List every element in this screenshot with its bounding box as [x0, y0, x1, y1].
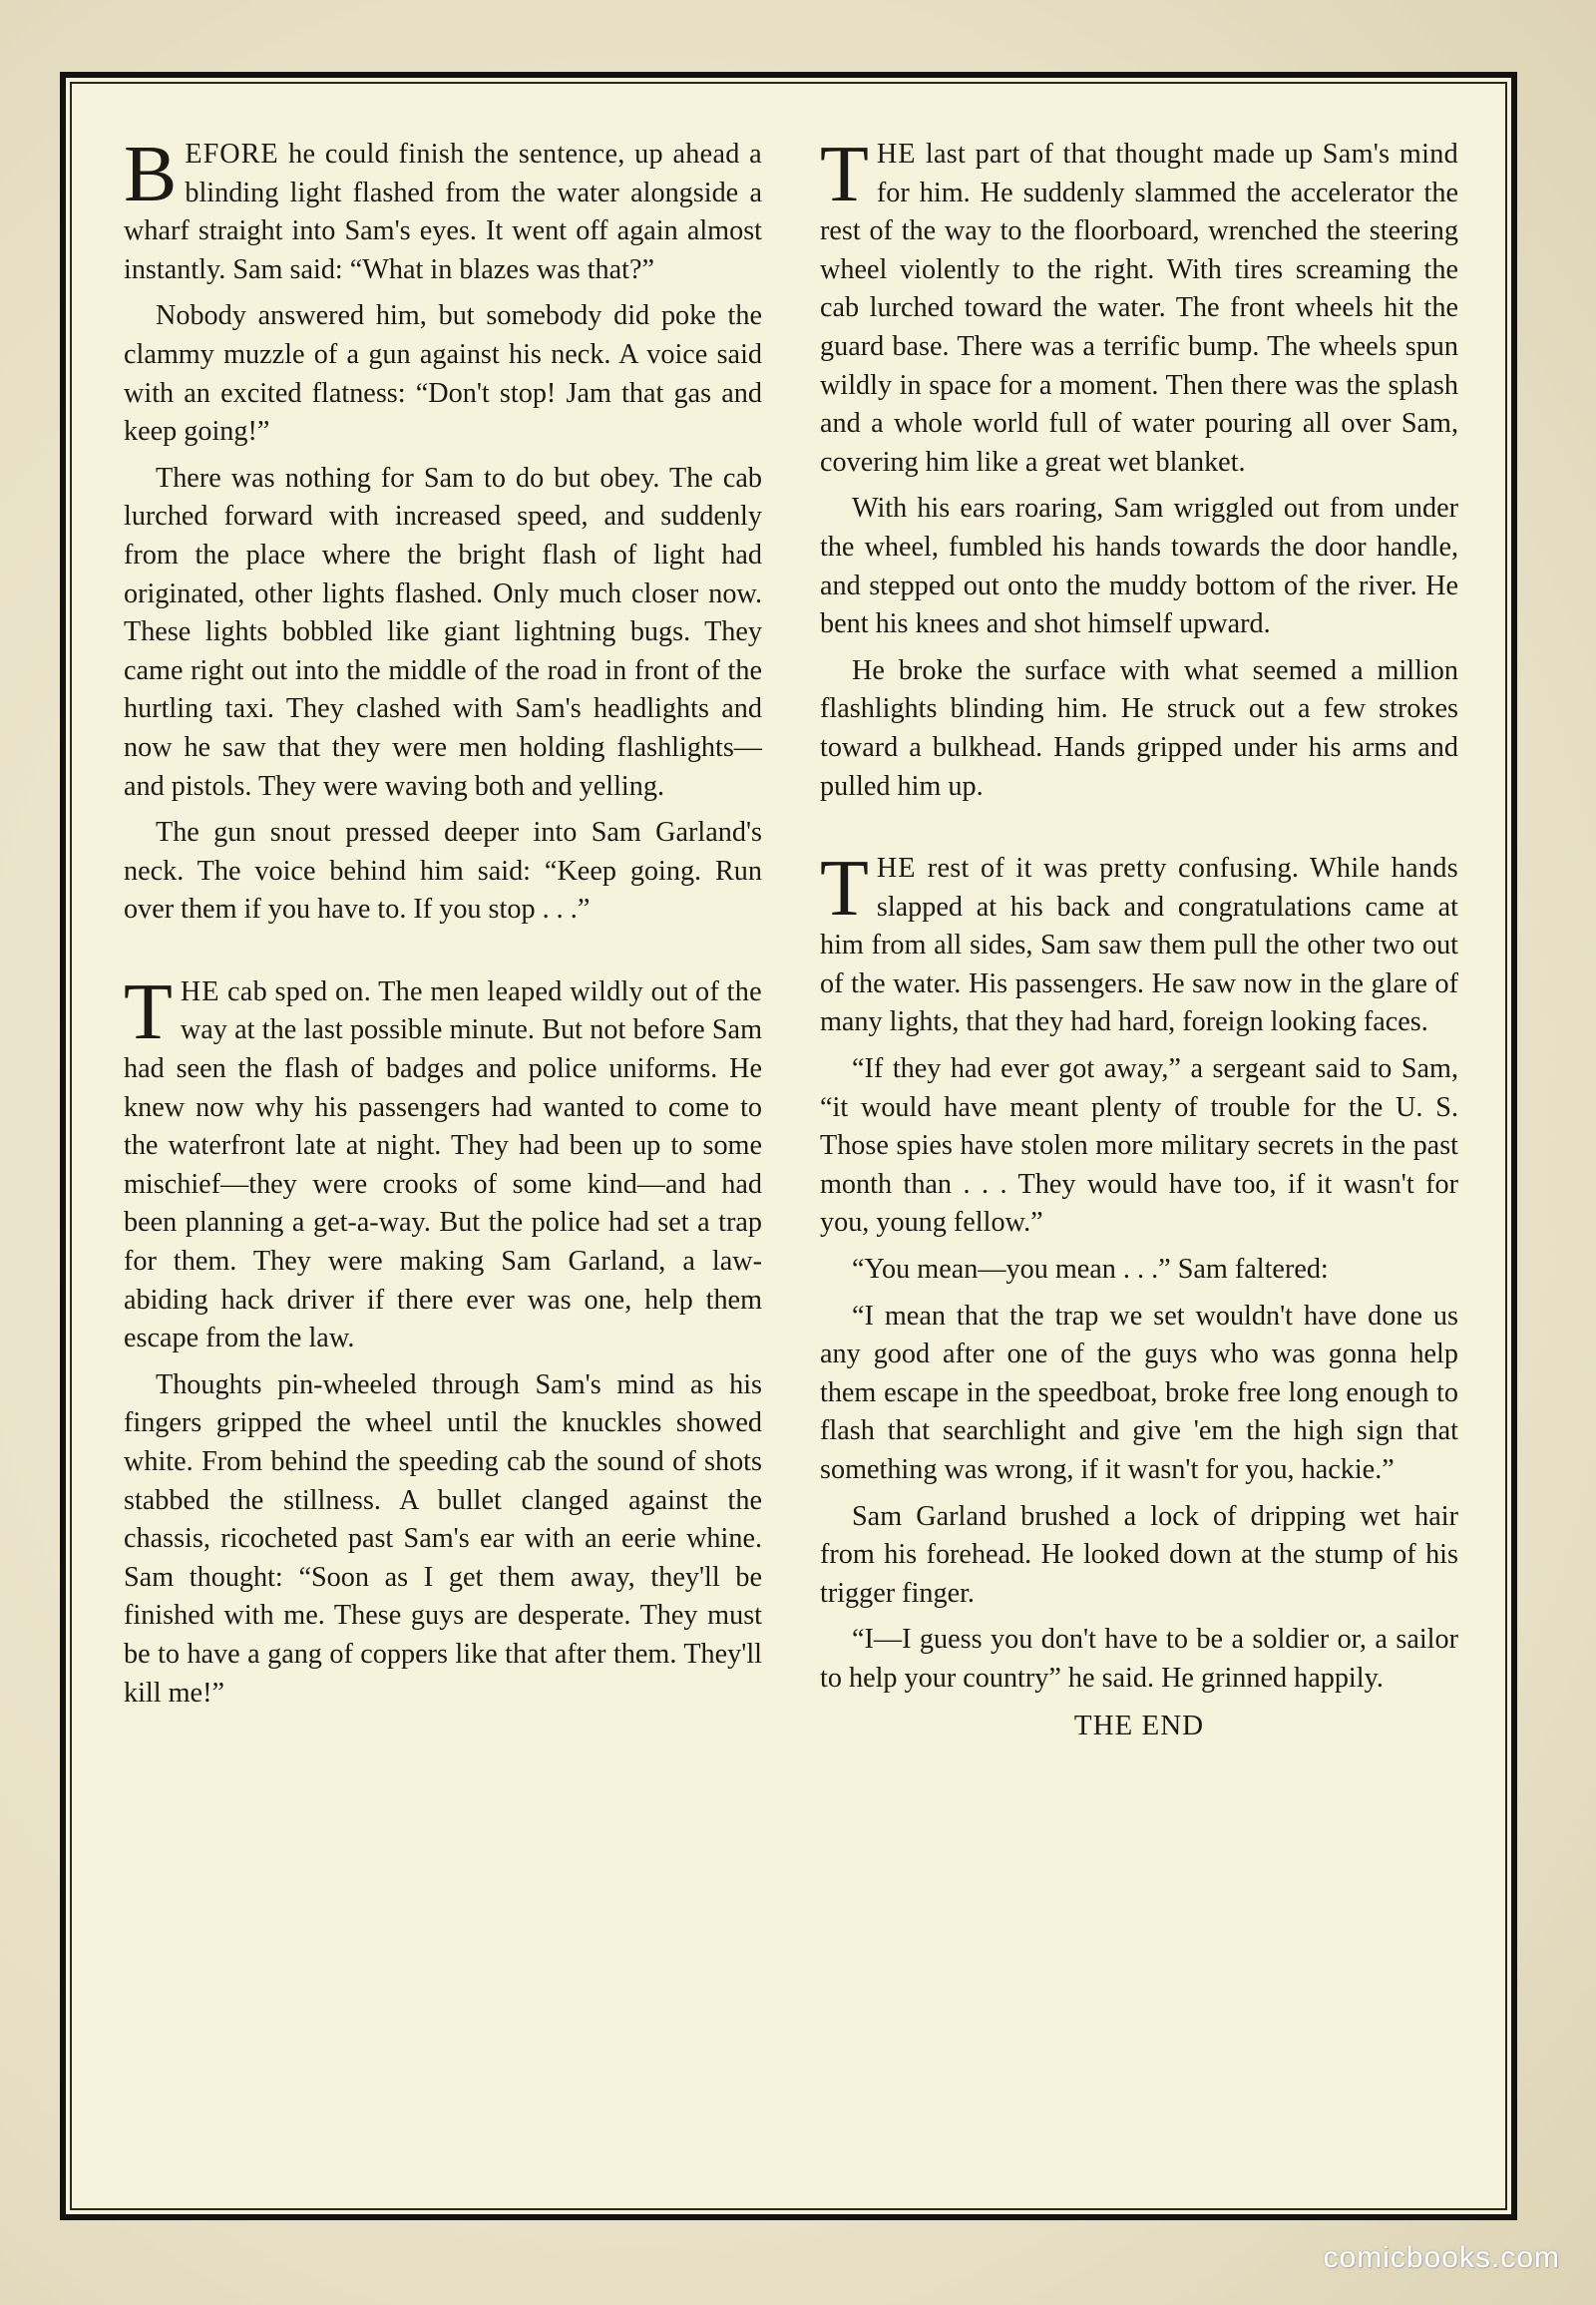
- lead-text: last part of that thought made up Sam's mind for him. He suddenly slammed the accelerator the rest of the way to the floorboard, wrenched the steering wheel violently to the right. With tires screaming the cab lurched toward the water. The front wheels hit the guard base. There was a terrific bump. The wheels spun wildly in space for a moment. Then there was the splash and a whole world full of water pouring all over Sam, covering him like a great wet blanket.: [820, 139, 1458, 478]
- drop-cap: B: [124, 131, 178, 218]
- left-text-column: [124, 131, 762, 1721]
- lead-text: rest of it was pretty confusing. While hands slapped at his back and congratulations came at him from all sides, Sam saw them pull the other two out of the water. His passengers. He saw now in the glare of many lights, that they had hard, foreign looking faces.: [820, 853, 1458, 1038]
- lead-caps: HE: [180, 975, 220, 1007]
- paragraph: [820, 845, 1458, 1042]
- lead-caps: HE: [876, 853, 917, 885]
- drop-cap: T: [820, 845, 869, 934]
- drop-cap: T: [124, 967, 173, 1056]
- paragraph: “I mean that the trap we set wouldn't have done us any good after one of the guys who was gonna help them escape in the speedboat, broke free long enough to flash that searchlight and give 'em the high sign that something was wrong, if it wasn't for you, hackie.”: [820, 1300, 1458, 1485]
- section-gap: [820, 814, 1458, 850]
- drop-cap: T: [820, 131, 869, 218]
- lead-caps: HE: [876, 139, 917, 170]
- paragraph: [124, 967, 762, 1358]
- paragraph: Sam Garland brushed a lock of dripping wet hair from his forehead. He looked down at the stump of his trigger finger.: [820, 1500, 1458, 1609]
- paragraph: [820, 131, 1458, 482]
- the-end-mark: THE END: [1073, 1709, 1205, 1741]
- paragraph: There was nothing for Sam to do but obey. The cab lurched forward with increased speed, and suddenly from the place where the bright flash of light had originated, other lights flashed. Only much closer now. These lights bobbled like giant lightning bugs. They came right out into the middle of the road in front of the hurtling taxi. They clashed with Sam's headlights and now he saw that they were men holding flashlights—and pistols. They were waving both and yelling.: [124, 462, 762, 802]
- right-text-column: [820, 131, 1458, 1744]
- paragraph: With his ears roaring, Sam wriggled out from under the wheel, fumbled his hands towards the door handle, and stepped out onto the muddy bottom of the river. He bent his knees and shot himself upward.: [820, 493, 1458, 640]
- lead-text: cab sped on. The men leaped wildly out of the way at the last possible minute. But not before Sam had seen the flash of badges and police uniforms. He knew now why his passengers had wanted to come to the waterfront late at night. They had been up to some mischief—they were crooks of some kind—and had been planning a get-a-way. But the police had set a trap for them. They were making Sam Garland, a law-abiding hack driver if there ever was one, help them escape from the law.: [124, 975, 762, 1354]
- paragraph: “If they had ever got away,” a sergeant said to Sam, “it would have meant plenty of trouble for the U. S. Those spies have stolen more military secrets in the past month than . . . They would have too, if it wasn't for you, young fellow.”: [820, 1053, 1458, 1239]
- paragraph: He broke the surface with what seemed a million flashlights blinding him. He struck out a few strokes toward a bulkhead. Hands gripped under his arms and pulled him up.: [820, 654, 1458, 802]
- lead-caps: EFORE: [185, 139, 279, 170]
- site-watermark: comicbooks.com: [1323, 2241, 1560, 2274]
- paragraph: “I—I guess you don't have to be a soldier or, a sailor to help your country” he said. He grinned happily.: [820, 1624, 1458, 1694]
- paragraph: Thoughts pin-wheeled through Sam's mind as his fingers gripped the wheel until the knuckles showed white. From behind the speeding cab the sound of shots stabbed the stillness. A bullet clanged against the chassis, ricocheted past Sam's ear with an eerie whine. Sam thought: “Soon as I get them away, they'll be finished with me. These guys are desperate. They must be to have a gang of coppers like that after them. They'll kill me!”: [124, 1368, 762, 1709]
- paragraph: The gun snout pressed deeper into Sam Garland's neck. The voice behind him said: “Keep going. Run over them if you have to. If you stop . . .”: [124, 817, 762, 926]
- story-page-frame: [60, 72, 1517, 2220]
- paragraph: Nobody answered him, but somebody did poke the clammy muzzle of a gun against his neck. A voice said with an excited flatness: “Don't stop! Jam that gas and keep going!”: [124, 300, 762, 448]
- lead-text: he could finish the sentence, up ahead a blinding light flashed from the water alongside a wharf straight into Sam's eyes. It went off again almost instantly. Sam said: “What in blazes was that?”: [124, 139, 762, 285]
- paragraph: [124, 131, 762, 289]
- section-gap: [124, 938, 762, 973]
- paragraph: “You mean—you mean . . .” Sam faltered:: [852, 1254, 1329, 1286]
